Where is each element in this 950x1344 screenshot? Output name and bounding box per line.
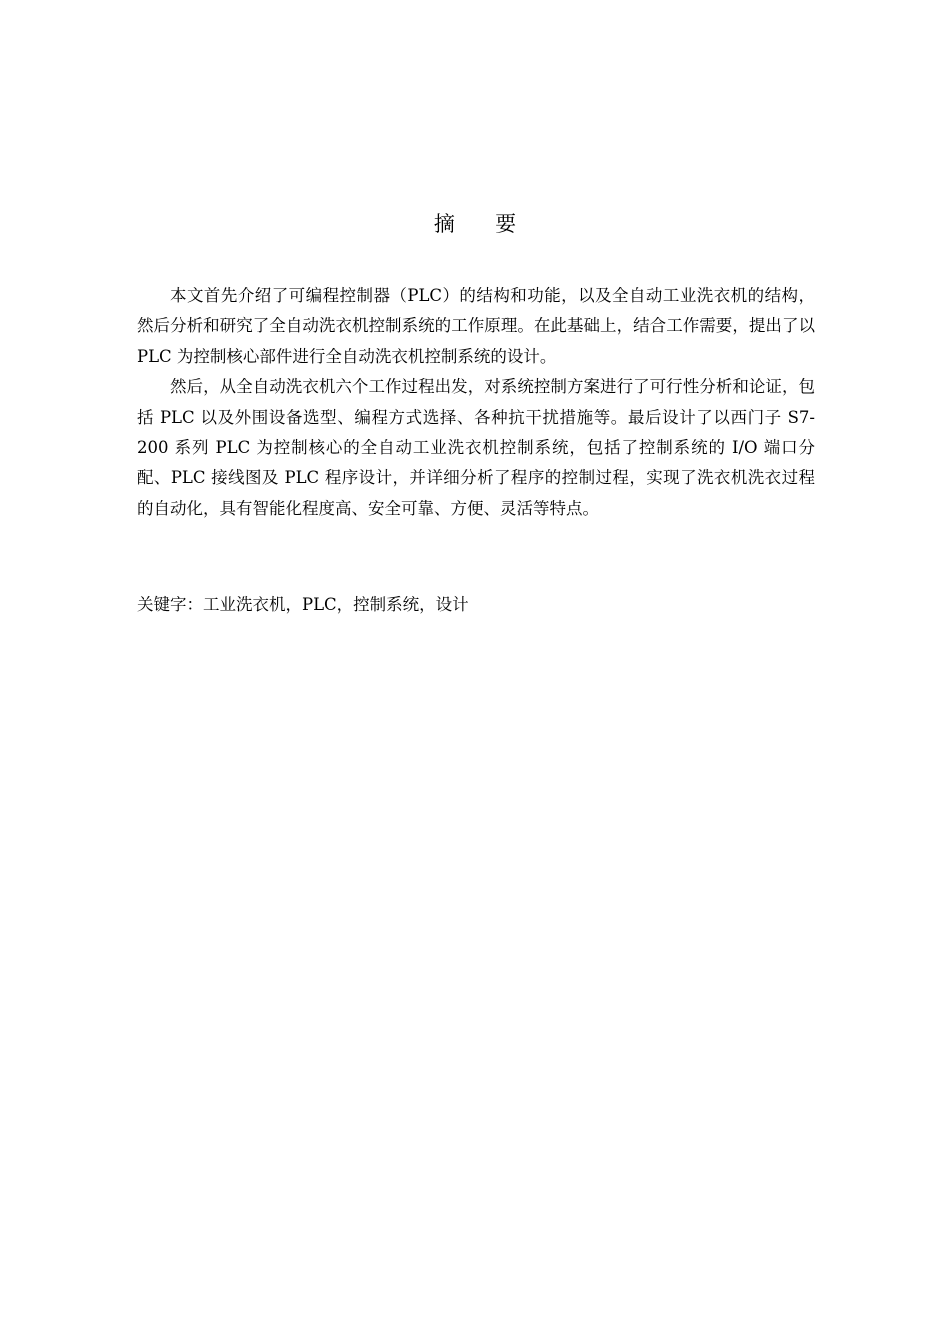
keywords-label: 关键字： xyxy=(137,595,203,614)
keywords-line xyxy=(137,590,815,620)
abstract-title: 摘 要 xyxy=(433,212,533,236)
abstract-paragraph-1: 本文首先介绍了可编程控制器（PLC）的结构和功能，以及全自动工业洗衣机的结构，然后分析和研究了全自动洗衣机控制系统的工作原理。在此基础上，结合工作需要，提出了以 PLC 为控制核心部件进行全自动洗衣机控制系统的设计。 xyxy=(137,286,815,366)
abstract-body xyxy=(137,281,815,524)
abstract-paragraph-2: 然后，从全自动洗衣机六个工作过程出发，对系统控制方案进行了可行性分析和论证，包括 PLC 以及外围设备选型、编程方式选择、各种抗干扰措施等。最后设计了以西门子 S7-200 系列 PLC 为控制核心的全自动工业洗衣机控制系统，包括了控制系统的 I/O 端口分配、PLC 接线图及 PLC 程序设计，并详细分析了程序的控制过程，实现了洗衣机洗衣过程的自动化，具有智能化程度高、安全可靠、方便、灵活等特点。 xyxy=(137,377,815,518)
keywords-text: 工业洗衣机，PLC，控制系统，设计 xyxy=(203,595,469,614)
